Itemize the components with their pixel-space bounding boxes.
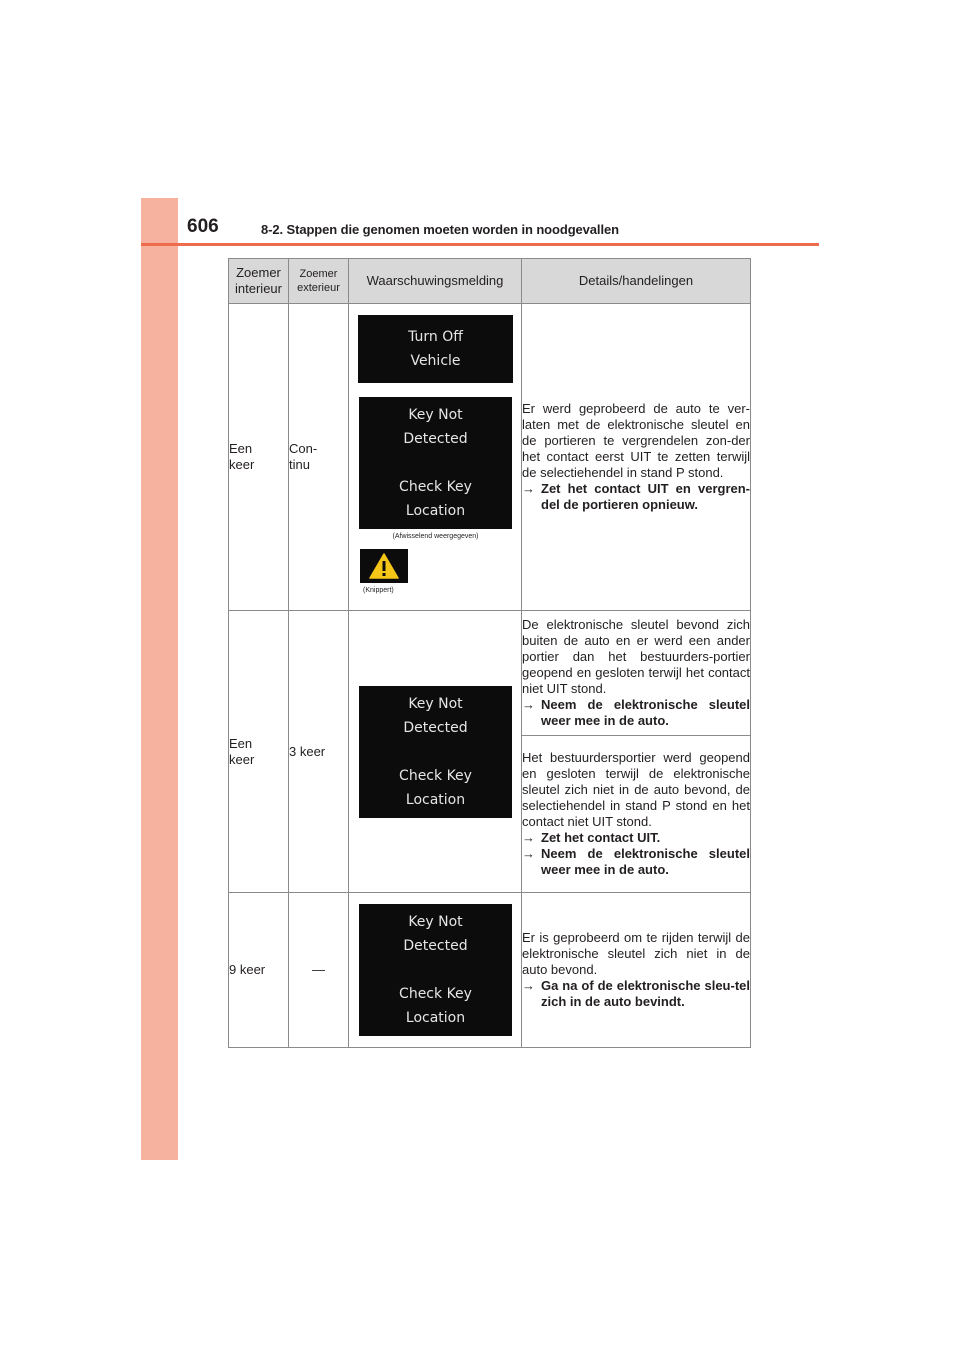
header-text: Zoemer [299,268,338,280]
cell-text: tinu [289,457,310,472]
details-text: De elektronische sleutel bevond zich buiten de auto en er werd een ander portier dan het bestuurders-portier geopend en gesloten terwijl het contact niet UIT stond. [522,617,750,696]
action-line [522,978,750,1010]
action-text: Neem de elektronische sleutel weer mee in de auto. [541,697,750,728]
warning-triangle-icon [369,553,399,579]
arrow-icon: → [522,697,535,712]
header-text: Zoemer [236,265,281,280]
display-text: Detected [403,938,468,954]
exterior-buzzer-cell [289,304,349,611]
warning-message-cell [349,611,522,893]
arrow-icon: → [522,978,535,993]
action-text: Neem de elektronische sleutel weer mee in de auto. [541,846,750,877]
display-key-not-detected [359,904,512,1036]
details-text: Er is geprobeerd om te rijden terwijl de elektronische sleutel zich niet in de auto bevond. [522,930,750,977]
cell-text: Een [229,441,253,456]
action-line [522,846,750,878]
warning-message-cell [349,893,522,1048]
header-text: interieur [235,281,282,296]
action-line [522,830,750,846]
display-text: Location [405,791,466,808]
display-text: Key Not [408,914,463,930]
table-row [229,893,751,1048]
cell-text: keer [229,457,255,472]
action-text: Ga na of de elektronische sleu-tel zich in de auto bevindt. [541,978,750,1009]
details-cell [522,304,751,611]
display-text: Key Not [408,695,463,712]
display-text: Check Key [399,767,472,784]
details-text: Er werd geprobeerd de auto te ver-laten met de elektronische sleutel en de portieren te vergrendelen zon-der het contact eerst UIT te zetten terwijl de selectiehendel in stand P stond. [522,401,750,480]
interior-buzzer-cell: 9 keer [229,893,289,1048]
table-row [229,304,751,611]
cell-text: Een [229,735,253,751]
caption-flashing: (Knippert) [363,587,394,594]
arrow-icon: → [522,481,535,496]
header-text: exterieur [297,282,340,294]
table-header-row [229,259,751,304]
action-text: Zet het contact UIT en vergren-del de portieren opnieuw. [541,481,750,512]
warning-table [228,258,751,1048]
action-line [522,481,750,513]
header-exterior-buzzer [289,259,349,304]
side-strip [141,198,178,1160]
display-text: Location [405,1010,466,1026]
display-text: Detected [403,431,468,447]
caption-alternating: (Afwisselend weergegeven) [392,533,479,540]
table-row [229,611,751,736]
arrow-icon: → [522,830,535,845]
display-text: Location [405,503,466,519]
arrow-icon: → [522,846,535,861]
header-interior-buzzer [229,259,289,304]
cell-text: Con- [289,441,318,456]
header-rule [141,243,819,246]
chapter-title: 8-2. Stappen die genomen moeten worden in noodgevallen [261,222,619,237]
display-key-not-detected [359,397,512,529]
display-text: Check Key [399,986,472,1002]
page-number: 606 [187,216,219,237]
details-cell [522,893,751,1048]
header-details: Details/handelingen [522,259,751,304]
display-text: Key Not [408,407,463,423]
warning-message-cell [349,304,522,611]
details-text: Het bestuurdersportier werd geopend en gesloten terwijl de elektronische sleutel zich niet in de auto bevond, de selectiehendel in stand P stond en het contact niet UIT stond. [522,750,750,829]
exterior-buzzer-cell: — [289,893,349,1048]
display-text: Check Key [399,479,472,495]
interior-buzzer-cell [229,304,289,611]
display-turn-off-vehicle [358,315,513,383]
header-warning-message: Waarschuwingsmelding [349,259,522,304]
cell-text: keer [229,751,255,767]
details-cell [522,611,751,736]
display-text: Detected [403,719,468,736]
warning-indicator [360,549,408,583]
display-key-not-detected [359,686,512,818]
action-text: Zet het contact UIT. [541,830,661,845]
action-line [522,697,750,729]
interior-buzzer-cell [229,611,289,893]
display-text: Turn Off [408,329,463,345]
exterior-buzzer-cell: 3 keer [289,611,349,893]
display-text: Vehicle [410,353,461,369]
details-cell [522,736,751,893]
